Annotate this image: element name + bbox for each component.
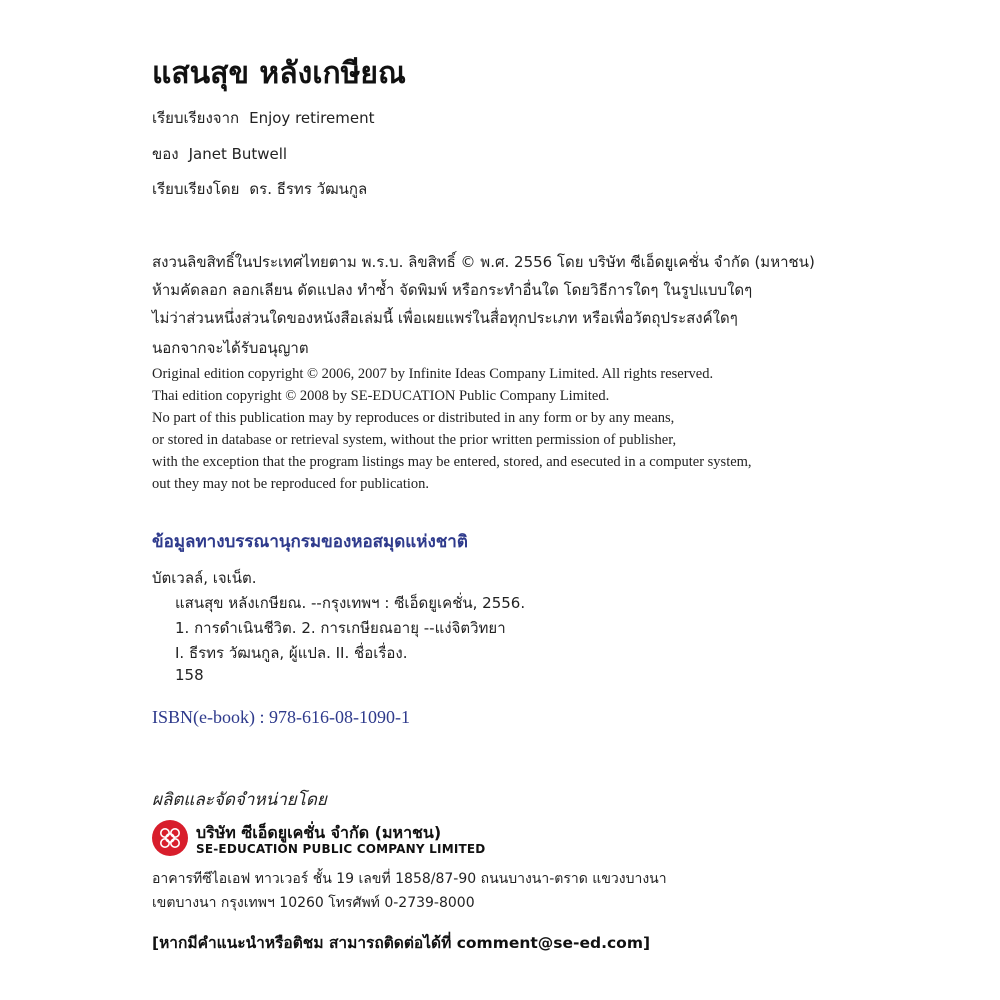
- copyright-th-line: สงวนลิขสิทธิ์ในประเทศไทยตาม พ.ร.บ. ลิขสิทธิ์ © พ.ศ. 2556 โดย บริษัท ซีเอ็ดยูเคชั่น จำกัด (มหาชน): [152, 253, 815, 271]
- copyright-th-line: นอกจากจะได้รับอนุญาต: [152, 339, 309, 357]
- cip-line: แสนสุข หลังเกษียณ. --กรุงเทพฯ : ซีเอ็ดยูเคชั่น, 2556.: [175, 594, 526, 612]
- book-title: แสนสุข หลังเกษียณ: [152, 56, 406, 91]
- contact-line: [หากมีคำแนะนำหรือติชม สามารถติดต่อได้ที่ comment@se-ed.com]: [152, 934, 651, 952]
- cip-line: 1. การดำเนินชีวิต. 2. การเกษียณอายุ --แง่จิตวิทยา: [175, 619, 506, 637]
- author-line: [152, 142, 287, 166]
- translator-value: ดร. ธีรทร วัฒนกูล: [249, 180, 368, 198]
- cip-line: 158: [175, 666, 204, 684]
- translator-label: เรียบเรียงโดย: [152, 180, 240, 198]
- adapted-from-value: Enjoy retirement: [249, 109, 375, 127]
- copyright-en-line: Original edition copyright © 2006, 2007 by Infinite Ideas Company Limited. All rights reserved.: [152, 366, 714, 382]
- se-ed-logo-icon: [152, 820, 188, 856]
- cip-title: ข้อมูลทางบรรณานุกรมของหอสมุดแห่งชาติ: [152, 532, 468, 552]
- copyright-th-line: ไม่ว่าส่วนหนึ่งส่วนใดของหนังสือเล่มนี้ เพื่อเผยแพร่ในสื่อทุกประเภท หรือเพื่อวัตถุประสงค์ใดๆ: [152, 309, 738, 327]
- copyright-en-line: No part of this publication may by reproduces or distributed in any form or by any means,: [152, 410, 675, 426]
- isbn: ISBN(e-book) : 978-616-08-1090-1: [152, 707, 410, 727]
- cip-line: I. ธีรทร วัฒนกูล, ผู้แปล. II. ชื่อเรื่อง.: [175, 644, 408, 662]
- copyright-en-line: with the exception that the program listings may be entered, stored, and esecuted in a computer system,: [152, 454, 752, 470]
- copyright-th-line: ห้ามคัดลอก ลอกเลียน ดัดแปลง ทำซ้ำ จัดพิมพ์ หรือกระทำอื่นใด โดยวิธีการใดๆ ในรูปแบบใดๆ: [152, 281, 753, 299]
- author-value: Janet Butwell: [188, 145, 288, 163]
- publisher-address-line: อาคารทีซีไอเอฟ ทาวเวอร์ ชั้น 19 เลขที่ 1858/87-90 ถนนบางนา-ตราด แขวงบางนา: [152, 871, 667, 887]
- adapted-from-line: [152, 106, 374, 130]
- publisher-address-line: เขตบางนา กรุงเทพฯ 10260 โทรศัพท์ 0-2739-8000: [152, 895, 475, 911]
- adapted-from-label: เรียบเรียงจาก: [152, 109, 240, 127]
- copyright-en-line: or stored in database or retrieval system, without the prior written permission of publisher,: [152, 432, 677, 448]
- author-label: ของ: [152, 145, 179, 163]
- translator-line: [152, 177, 367, 201]
- publisher-name-en: SE-EDUCATION PUBLIC COMPANY LIMITED: [196, 842, 486, 856]
- copyright-en-line: out they may not be reproduced for publication.: [152, 476, 430, 492]
- publisher-name-th: บริษัท ซีเอ็ดยูเคชั่น จำกัด (มหาชน): [196, 823, 442, 842]
- copyright-en-line: Thai edition copyright © 2008 by SE-EDUCATION Public Company Limited.: [152, 388, 610, 404]
- producer-label: ผลิตและจัดจำหน่ายโดย: [152, 790, 327, 810]
- cip-author-entry: บัตเวลล์, เจเน็ต.: [152, 569, 257, 587]
